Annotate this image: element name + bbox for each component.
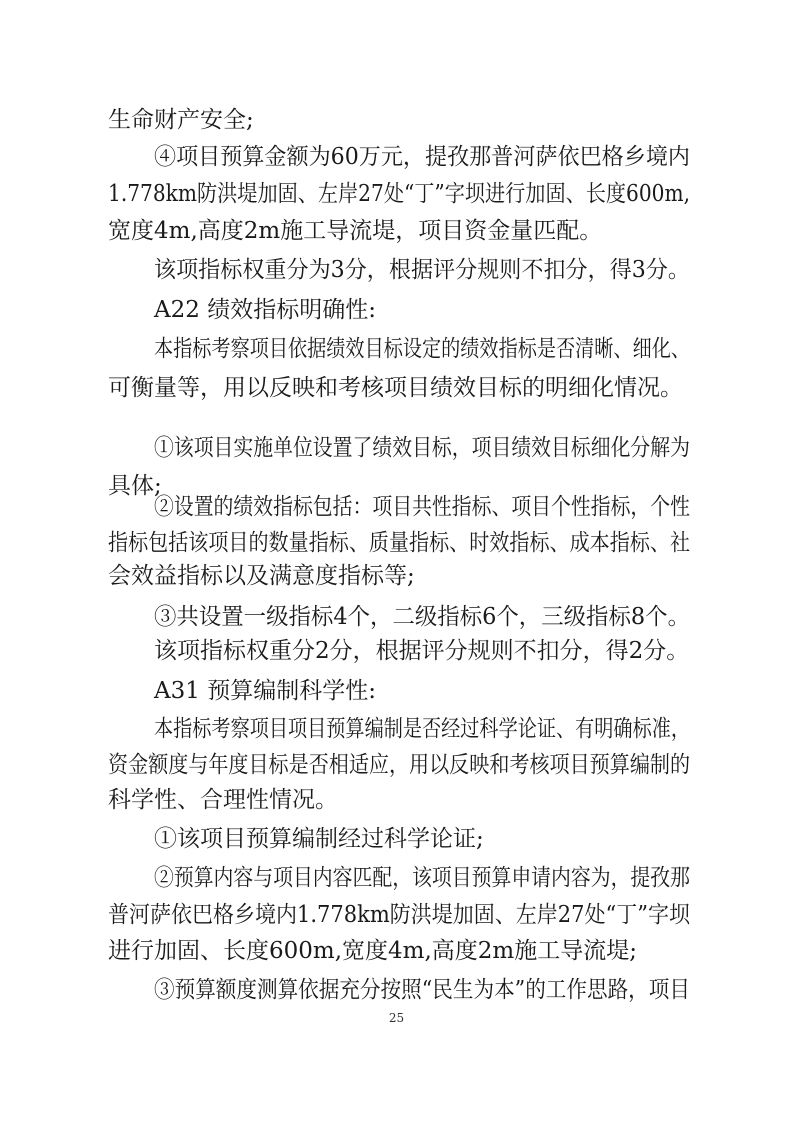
text-line <box>0 370 793 406</box>
line-text: 该项指标权重分2分，根据评分规则不扣分，得2分。 <box>154 638 690 664</box>
line-text: 本指标考察项目依据绩效目标设定的绩效指标是否清晰、细化、 <box>154 336 691 362</box>
text-line <box>0 972 793 1008</box>
text-line <box>0 860 793 896</box>
line-text: ②设置的绩效指标包括：项目共性指标、项目个性指标，个性 <box>154 494 690 520</box>
text-line <box>0 782 793 818</box>
line-text: 资金额度与年度目标是否相适应，用以反映和考核项目预算编制的 <box>108 752 691 778</box>
text-line <box>0 558 793 594</box>
text-line <box>0 430 793 466</box>
line-text: 进行加固、长度600m,宽度4m,高度2m施工导流堤; <box>108 938 637 964</box>
line-text: 科学性、合理性情况。 <box>108 787 338 813</box>
text-line <box>0 525 793 561</box>
line-text: ④项目预算金额为60万元，提孜那普河萨依巴格乡境内 <box>154 144 691 170</box>
text-line <box>0 176 793 212</box>
text-line <box>0 489 793 525</box>
line-text: ①该项目实施单位设置了绩效目标，项目绩效目标细化分解为 <box>154 435 690 461</box>
line-text: 指标包括该项目的数量指标、质量指标、时效指标、成本指标、社 <box>108 530 691 556</box>
line-text: ③预算额度测算依据充分按照“民生为本”的工作思路，项目 <box>154 977 690 1003</box>
text-line <box>0 747 793 783</box>
line-text: 会效益指标以及满意度指标等; <box>108 563 415 589</box>
section-heading <box>0 292 793 328</box>
section-heading <box>0 673 793 709</box>
line-text: 该项指标权重分为3分，根据评分规则不扣分，得3分。 <box>154 257 691 283</box>
text-line <box>0 213 793 249</box>
line-text: 生命财产安全; <box>108 107 254 133</box>
line-text: 普河萨依巴格乡境内1.778km防洪堤加固、左岸27处“丁”字坝 <box>108 902 690 928</box>
text-line <box>0 897 793 933</box>
text-line <box>0 252 793 288</box>
line-text: ③共设置一级指标4个，二级指标6个，三级指标8个。 <box>154 604 690 630</box>
line-text: ①该项目预算编制经过科学论证; <box>154 826 484 852</box>
text-line <box>0 331 793 367</box>
line-text: 具体; <box>108 473 162 499</box>
text-line <box>0 633 793 669</box>
text-line <box>0 821 793 857</box>
text-line <box>0 599 793 635</box>
text-line <box>0 933 793 969</box>
line-text: A22 绩效指标明确性: <box>154 297 376 323</box>
page-number: 25 <box>388 1011 405 1025</box>
line-text: 可衡量等，用以反映和考核项目绩效目标的明细化情况。 <box>108 375 683 401</box>
text-line <box>0 711 793 747</box>
text-line <box>0 102 793 138</box>
line-text: A31 预算编制科学性: <box>154 678 376 704</box>
line-text: 本指标考察项目项目预算编制是否经过科学论证、有明确标准， <box>154 716 691 742</box>
line-text: ②预算内容与项目内容匹配，该项目预算申请内容为，提孜那 <box>154 865 690 891</box>
line-text: 1.778km防洪堤加固、左岸27处“丁”字坝进行加固、长度600m, <box>108 181 691 207</box>
text-line <box>0 139 793 175</box>
line-text: 宽度4m,高度2m施工导流堤，项目资金量匹配。 <box>108 218 603 244</box>
